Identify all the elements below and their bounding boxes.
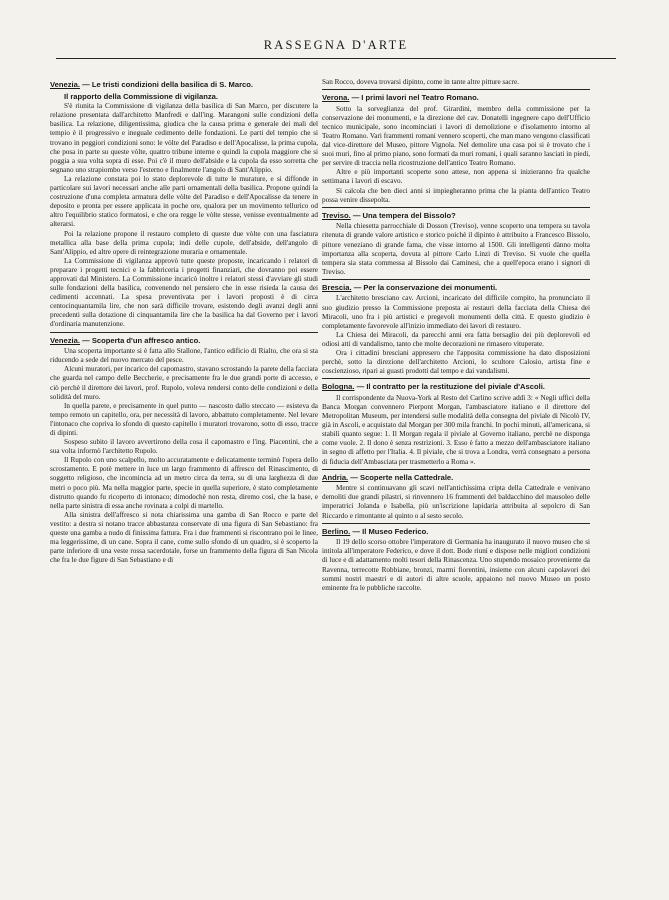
article-paragraph: San Rocco, doveva trovarsi dipinto, come in tante altre pitture sacre.: [322, 78, 519, 86]
article-paragraph: S'è riunita la Commissione di vigilanza della basilica di San Marco, per discutere la relazione presentata dall'architetto Manfredi e dall'ing. Marangoni sulle condizioni della basilica. La relazione, diligentissima, giudica che la causa prima e generale dei mali del tempio è il progressivo e ineguale cedimento delle fondazioni. Le parti del tempio che si trovano in peggiori condizioni sono: le vòlte del Paradiso e dell'Apocalisse, la prima cupola, che posa in parte su queste vòlte, quattro tribune interne e quindi la cupola maggiore che si poggia a sua volta sopra di esse. Poi c'è il muro dell'abside e la cupola da esso sorretta che segnano uno strapiombo verso l'esterno e finalmente l'angolo di Sant'Alippio.: [50, 102, 318, 174]
section-divider: [322, 378, 590, 379]
article-title: [50, 80, 318, 90]
article-section: [322, 473, 590, 524]
article-title-text: — Il Museo Federico.: [352, 526, 429, 536]
article-location: Treviso.: [322, 210, 351, 220]
section-divider: [322, 469, 590, 470]
article-title-text: — I primi lavori nel Teatro Romano.: [351, 93, 479, 103]
article-title: [50, 336, 318, 346]
page-header: RASSEGNA D'ARTE: [263, 38, 409, 52]
article-title: [322, 283, 590, 293]
article-paragraph: In quella parete, e precisamente in quel punto — nascosto dallo steccato — esisteva da tempo remoto un capitello, ora, per necessità di lavoro, abbattuto completamente. Nel levare l'intonaco che copriva lo sfondo di questo capitello i muratori trovarono, sotto di esso, tracce di dipinti.: [50, 401, 318, 437]
article-section: [322, 283, 590, 379]
article-title-text: — Per la conservazione dei monumenti.: [353, 282, 498, 292]
article-section: [322, 382, 590, 469]
article-paragraph: Ora i cittadini bresciani appresero che l'apposita commissione ha dato disposizioni perchè, sotto la direzione dell'architetto Arcioni, lo scultore Calosio, artista fine e coscienzioso, ripari ai guasti prodotti dal tempo e dai vandalismi.: [322, 349, 590, 376]
article-paragraph: Nella chiesetta parrocchiale di Dosson (Treviso), venne scoperto una tempera su tavola ritenuta di grande valore artistico e storico poichè il dipinto è attribuito a Francesco Bissolo, pittore veneziano di grande fama, che visse intorno al 1500. Gli intelligenti dànno molta importanza alla scoperta, dovuta al pittore Carlo Linzi di Treviso. Si vuole che quella tempera sia stata commessa al Bissolo dai Caminesi, che a quell'epoca erano i signori di Treviso.: [322, 222, 590, 276]
section-divider: [322, 207, 590, 208]
article-title: [322, 93, 590, 103]
article-location: Brescia.: [322, 282, 352, 292]
article-location: Verona.: [322, 93, 350, 103]
article-location: Venezia.: [50, 80, 80, 89]
article-section: [50, 80, 318, 333]
article-title-text: — Il contratto per la restituzione del piviale d'Ascoli.: [356, 382, 545, 392]
article-paragraph: La Commissione di vigilanza approvò tutte queste proposte, incaricando i relatori di preparare i progetti tecnici e la fabbriceria i progetti finanziari, che dovranno poi essere approvati dal Ministero. La Commissione incaricò inoltre i relatori stessi d'avviare gli studi sulle fondazioni della basilica, convenendo nel pensiero che in esse risieda la causa dei cedimenti accennati. La spesa preventivata per i lavori proposti è di circa centocinquantamila lire, che non sarà difficile trovare, esistendo degli avanzi degli anni precedenti sulla dotazione di cinquantamila lire che la basilica ha dal Governo per i lavori d'ordinaria manutenzione.: [50, 256, 318, 329]
header-rule: [56, 58, 616, 59]
article-paragraph: Si calcola che ben dieci anni si impiegheranno prima che la pianta dell'antico Teatro possa venire dissepolta.: [322, 186, 590, 204]
article-section: [50, 336, 318, 566]
article-location: Bologna.: [322, 382, 355, 392]
article-subtitle: Il rapporto della Commissione di vigilanza.: [64, 91, 219, 101]
section-divider: [322, 279, 590, 280]
article-location: Berlino.: [322, 526, 351, 536]
article-section: [322, 527, 590, 593]
article-paragraph: Altre e più importanti scoperte sono attese, non appena si inizieranno fra qualche settimana i lavori di escavo.: [322, 168, 590, 186]
article-paragraph: Alcuni muratori, per incarico del capomastro, stavano scrostando la parete della facciata che guarda nel campo delle Beccherie, e precisamente fra le due grandi porte di accesso, e ciò perchè il direttore dei lavori, prof. Rupolo, voleva rendersi conto delle condizioni e della solidità del muro.: [50, 365, 318, 401]
article-title: [322, 527, 590, 537]
article-title-text: — Scoperte nella Cattedrale.: [350, 472, 454, 482]
article-paragraph: Mentre si continuavano gli scavi nell'antichissima cripta della Cattedrale e venivano demoliti due grandi pilastri, si rinvennero 16 frammenti del baldacchino del mausoleo delle imperatrici Jolanda e Isabella, più un'iscrizione lapidaria attribuita al sepolcro di San Riccardo e rimontante al quinto o al sesto secolo.: [322, 484, 590, 520]
article-paragraph: Il Rupolo con uno scalpello, molto accuratamente e delicatamente terminò l'opera dello scrostamento. E potè mettere in luce un largo frammento di affresco del Rinascimento, di soggetto religioso, che incomincia ad un metro circa da terra, su di una larghezza di due metri o poco più. Ma nella maggior parte, specie in quella superiore, è stato completamente distrutto quando fu ricoperto di intonaco; dimodochè non resta, diremo così, che la base, e nella parte sinistra di essa anche rovinata a colpi di martello.: [50, 456, 318, 510]
article-title-text: — Scoperta d'un affresco antico.: [82, 335, 201, 345]
article-paragraph: La relazione constata poi lo stato deplorevole di tutte le murature, e si diffonde in particolare sui lavori necessari anche alle parti ornamentali della basilica. Propone quindi la costruzione d'una completa armatura delle vòlte del Paradiso e dell'Apocalisse da tenere in deposito e pronta per essere applicata in poche ore, qualora per un movimento tellurico od altro l'equilibrio statico formatosi, e che ora regge le vòlte stesse, venisse eventualmente ad alterarsi.: [50, 174, 318, 229]
article-title: [322, 382, 590, 392]
article-location: Venezia.: [50, 335, 80, 345]
article-paragraph: Sospeso subito il lavoro avvertirono della cosa il capomastro e l'ing. Piacentini, che a sua volta informò l'architetto Rupolo.: [50, 438, 318, 456]
section-divider: [322, 523, 590, 524]
article-section: [322, 211, 590, 280]
section-divider: [50, 332, 318, 333]
section-divider: [322, 89, 590, 90]
right-column: [322, 78, 590, 886]
article-section: [322, 78, 590, 90]
article-paragraph: L'architetto bresciano cav. Arcioni, incaricato del difficile compito, ha pronunciato il suo giudizio presso la Commissione preposta ai restauri della facciata della Chiesa dei Miracoli, uno fra i più artistici e pregevoli monumenti della città. E questo giudizio è completamente favorevole all'inizio immediato dei lavori di restauro.: [322, 294, 590, 330]
article-location: Andria.: [322, 472, 349, 482]
article-title: [322, 473, 590, 483]
article-title-text: — Una tempera del Bissolo?: [352, 210, 456, 220]
article-title-text: — Le tristi condizioni della basilica di S. Marco.: [82, 80, 254, 89]
article-title: [322, 211, 590, 221]
article-paragraph: La Chiesa dei Miracoli, da parecchi anni era fatta bersaglio dei più deplorevoli ed odiosi atti di vandalismo, tanto che molte decorazioni ne rimasero vituperate.: [322, 330, 590, 348]
article-section: [322, 93, 590, 208]
article-paragraph: Sotto la sorveglianza del prof. Girardini, membro della commissione per la conservazione dei monumenti, e la direzione del cav. Donatelli ingegnere capo dell'Ufficio tecnico municipale, sono incominciati i lavori di demolizione e d'isolamento intorno al Teatro Romano. Vari frammenti romani vennero scoperti, che man mano vengono classificati dal vice-direttore del Museo, pittore Vignola. Nel demolire una casa poi si è trovato che i suoi muri, fino al primo piano, sono formati da muri romani, i quali saranno lasciati in piedi, per servire di traccia nella ricostruzione dell'antico Teatro Romano.: [322, 104, 590, 168]
article-paragraph: Una scoperta importante si è fatta allo Stallone, l'antico edificio di Rialto, che ora si sta riducendo a sede del nuovo mercato del pesce.: [50, 347, 318, 365]
article-paragraph: Poi la relazione propone il restauro completo di queste due vòlte con una fasciatura metallica alla base della prima cupola; indi delle cupole, dell'abside, dell'angolo di Sant'Alippio, ed altre opere di reintegrazione muraria e ornamentale.: [50, 229, 318, 256]
article-paragraph: Il corrispondente da Nuova-York al Resto del Carlino scrive addì 3: « Negli uffici della Banca Morgan convennero Pierpont Morgan, l'ambasciatore italiano e il direttore del Metropolitan Museum, per intendersi sulle modalità della consegna del piviale di Nicolò IV, già in Ascoli, e acquistato dal Morgan per 300 mila franchi. In pochi minuti, all'americana, si stabilì quanto segue: 1. Il Morgan regala il piviale al Governo italiano, perchè ne disponga come vuole. 2. Il dono è senza restrizioni. 3. Esso è fatto a mezzo dell'ambasciatore italiano in segno di affetto per l'Italia. 4. Il piviale, che si trova a Londra, verrà consegnato a persona di fiducia dell'Ambasciata per trasmetterlo a Roma ».: [322, 393, 590, 466]
left-column: [50, 78, 318, 886]
article-paragraph: Il 19 dello scorso ottobre l'imperatore di Germania ha inaugurato il nuovo museo che si intitola all'imperatore Federico, e dove il dott. Bode riunì e dispose nelle migliori condizioni di luce e di adattamento molti tesori della Rinascenza. Uno stupendo mosaico proveniente da Ravenna, terrecotte Robbiane, bronzi, marmi fiorentini, insieme con alcuni capolavori dei sommi nostri maestri e di autori di altre scuole, appaiono nel nuovo Museo un posto eminente fra le pubbliche raccolte.: [322, 538, 590, 592]
article-paragraph: Alla sinistra dell'affresco si nota chiarissima una gamba di San Rocco e parte del vestito: a destra si notano tracce abbastanza conservate di una figura di San Sebastiano: fra queste una gamba a nudo di finissima fattura. Fra i due frammenti si riscontrano poi le linee, ma leggerissime, di un cane. Sopra il cane, come sullo sfondo di un quadro, si è scoperto la parte inferiore di una veste rossa sacerdotale, forse un frammento della figura di San Nicola che fra le due figure di San Sebastiano e di: [50, 510, 318, 565]
